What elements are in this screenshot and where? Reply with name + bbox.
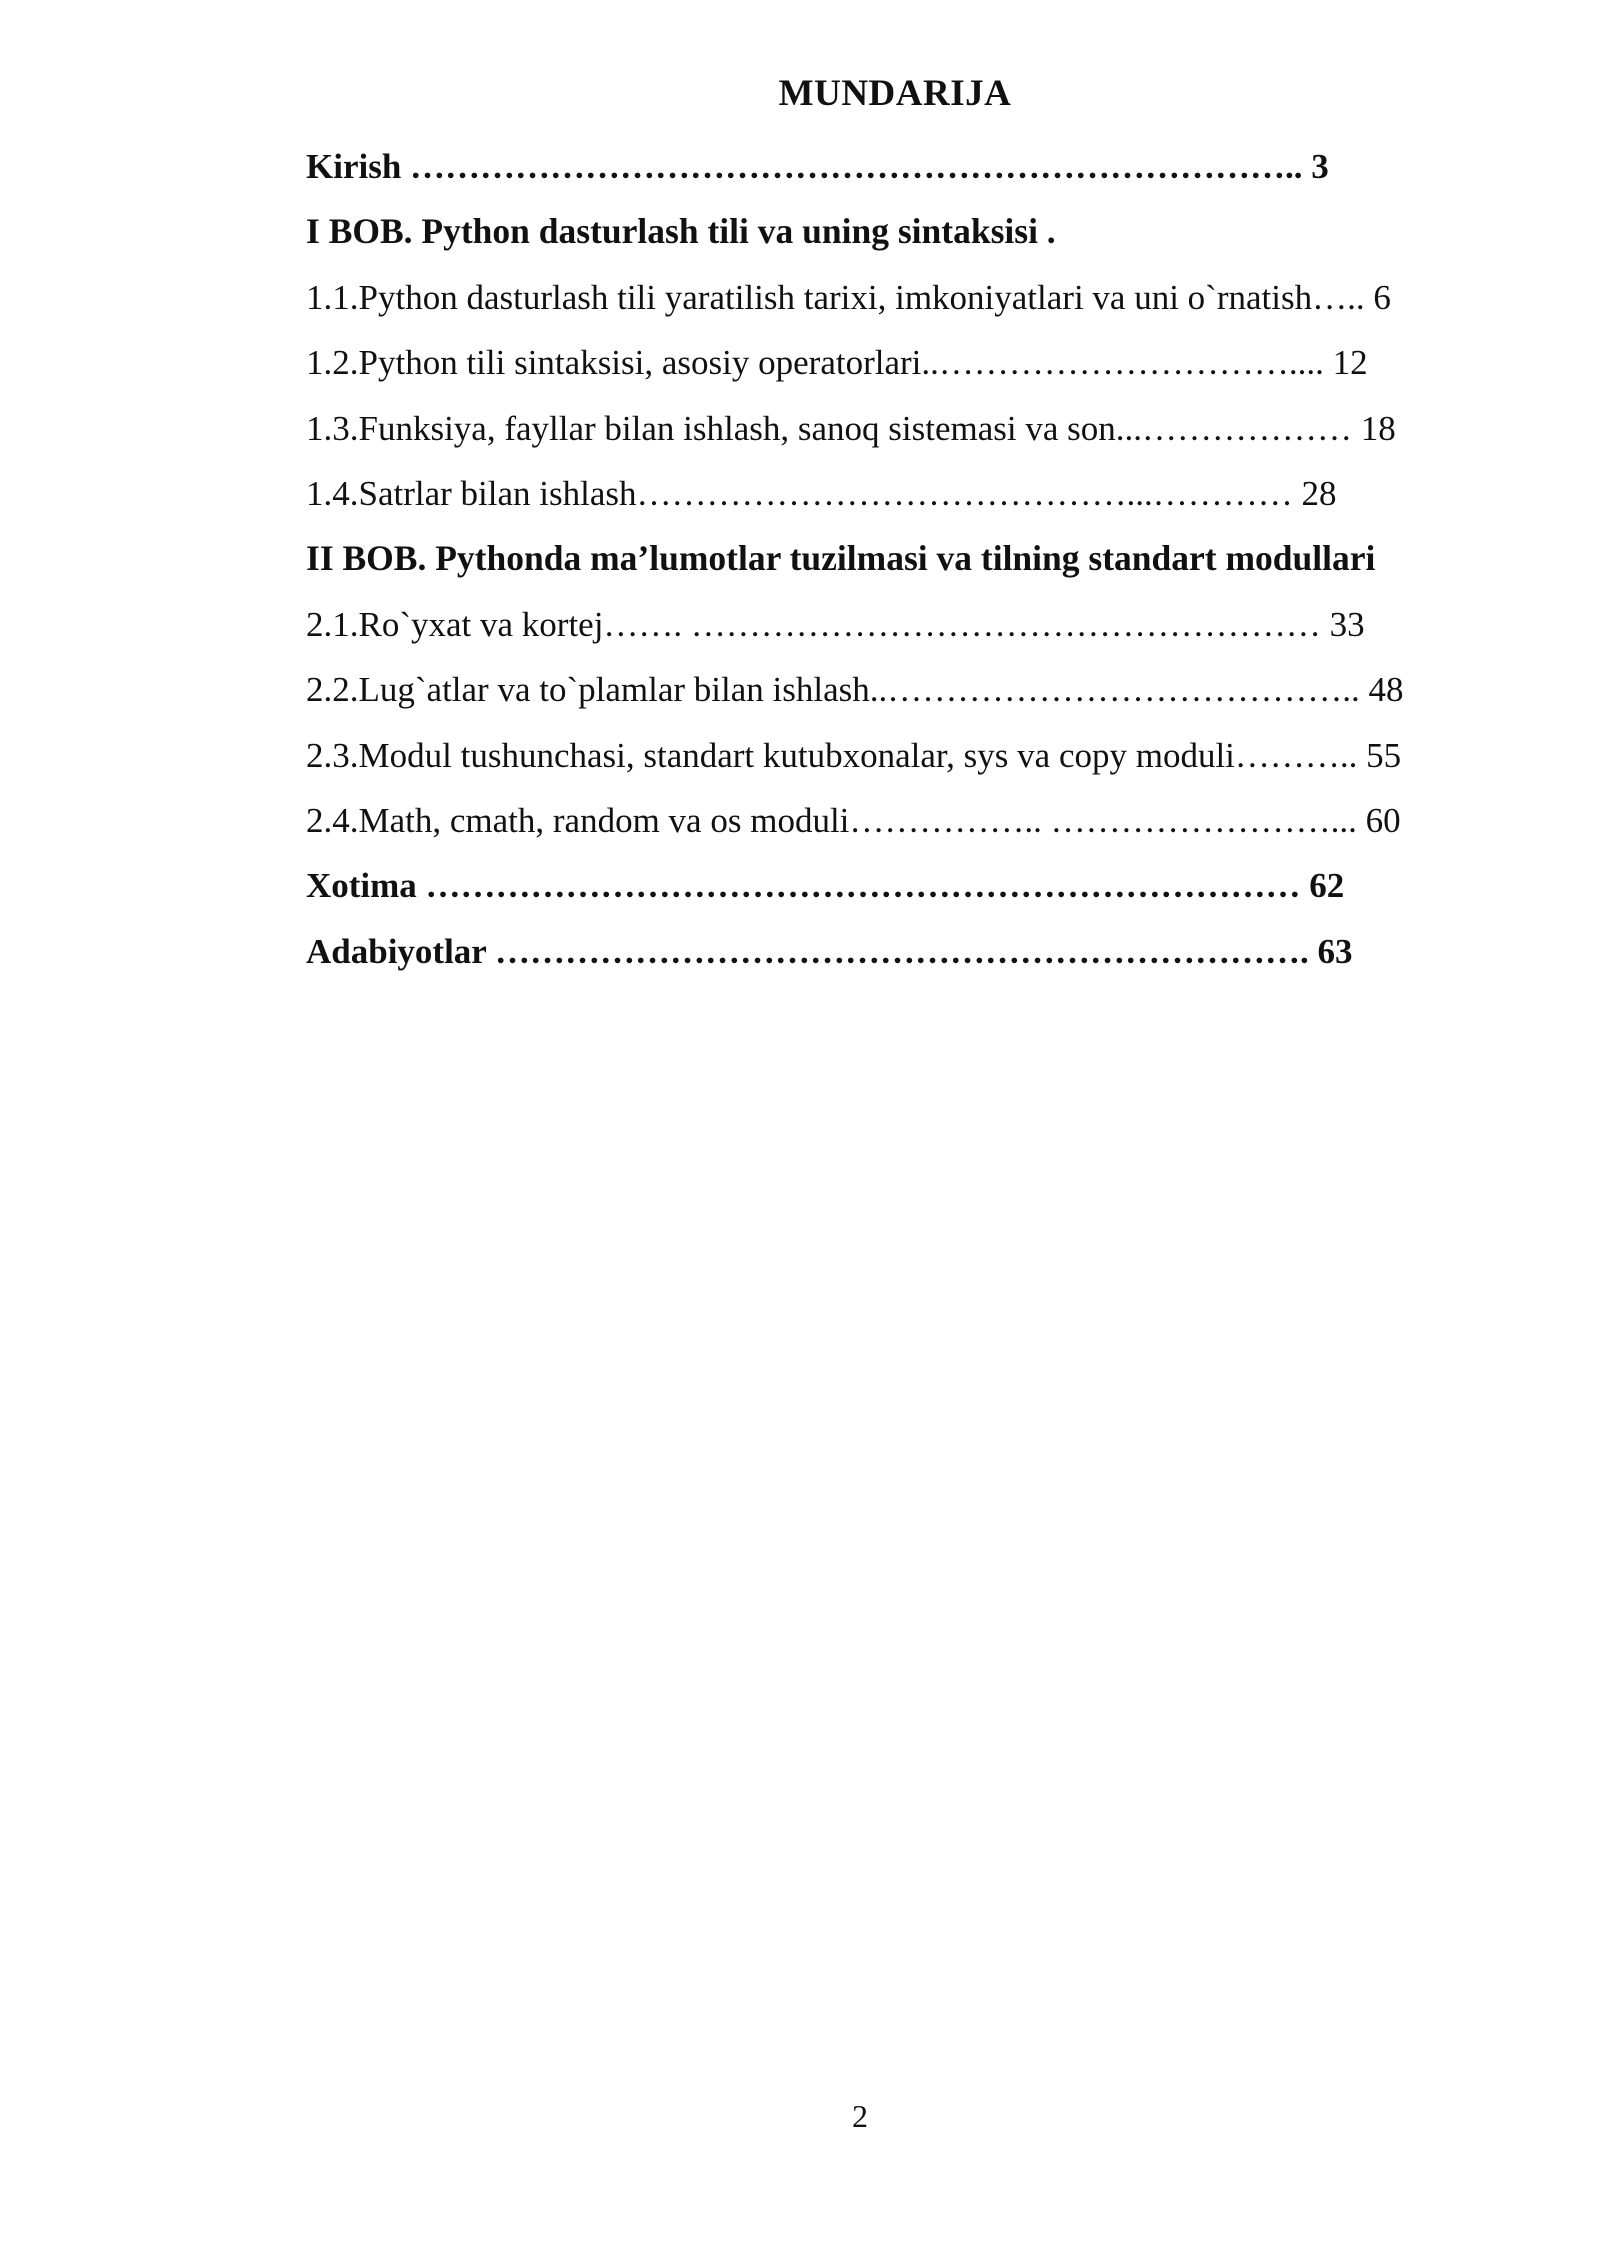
toc-entry-kirish: Kirish ………………………………………………………………….. 3 <box>306 147 1329 186</box>
toc-entry-2-2: 2.2.Lug`atlar va to`plamlar bilan ishlash..………………………………….. 48 <box>306 670 1404 710</box>
toc-entry-1-4: 1.4.Satrlar bilan ishlash……………………………………...………… 28 <box>306 473 1337 513</box>
toc-entry-adabiyotlar: Adabiyotlar ……………………………………………………………. 63 <box>306 931 1353 971</box>
table-of-contents <box>306 134 1496 984</box>
toc-chapter-1: I BOB. Python dasturlash tili va uning sintaksisi . <box>306 211 1056 252</box>
toc-entry-1-2: 1.2.Python tili sintaksisi, asosiy operatorlari..………………………….... 12 <box>306 343 1368 383</box>
toc-entry-1-1: 1.1.Python dasturlash tili yaratilish tarixi, imkoniyatlari va uni o`rnatish….. 6 <box>306 277 1391 317</box>
toc-entry-2-4: 2.4.Math, cmath, random va os moduli…………….. ……………………... 60 <box>306 800 1401 840</box>
toc-chapter-2: II BOB. Pythonda ma’lumotlar tuzilmasi va tilning standart modullari <box>306 538 1376 579</box>
toc-entry-1-3: 1.3.Funksiya, fayllar bilan ishlash, sanoq sistemasi va son...……………… 18 <box>306 408 1396 448</box>
toc-entry-2-1: 2.1.Ro`yxat va kortej……. ……………………………………………… 33 <box>306 604 1365 644</box>
toc-entry-2-3: 2.3.Modul tushunchasi, standart kutubxonalar, sys va copy moduli……….. 55 <box>306 735 1402 775</box>
toc-entry-xotima: Xotima ………………………………………………………………… 62 <box>306 866 1345 906</box>
toc-title: MUNDARIJA <box>778 73 1012 114</box>
page-number: 2 <box>852 2098 868 2134</box>
